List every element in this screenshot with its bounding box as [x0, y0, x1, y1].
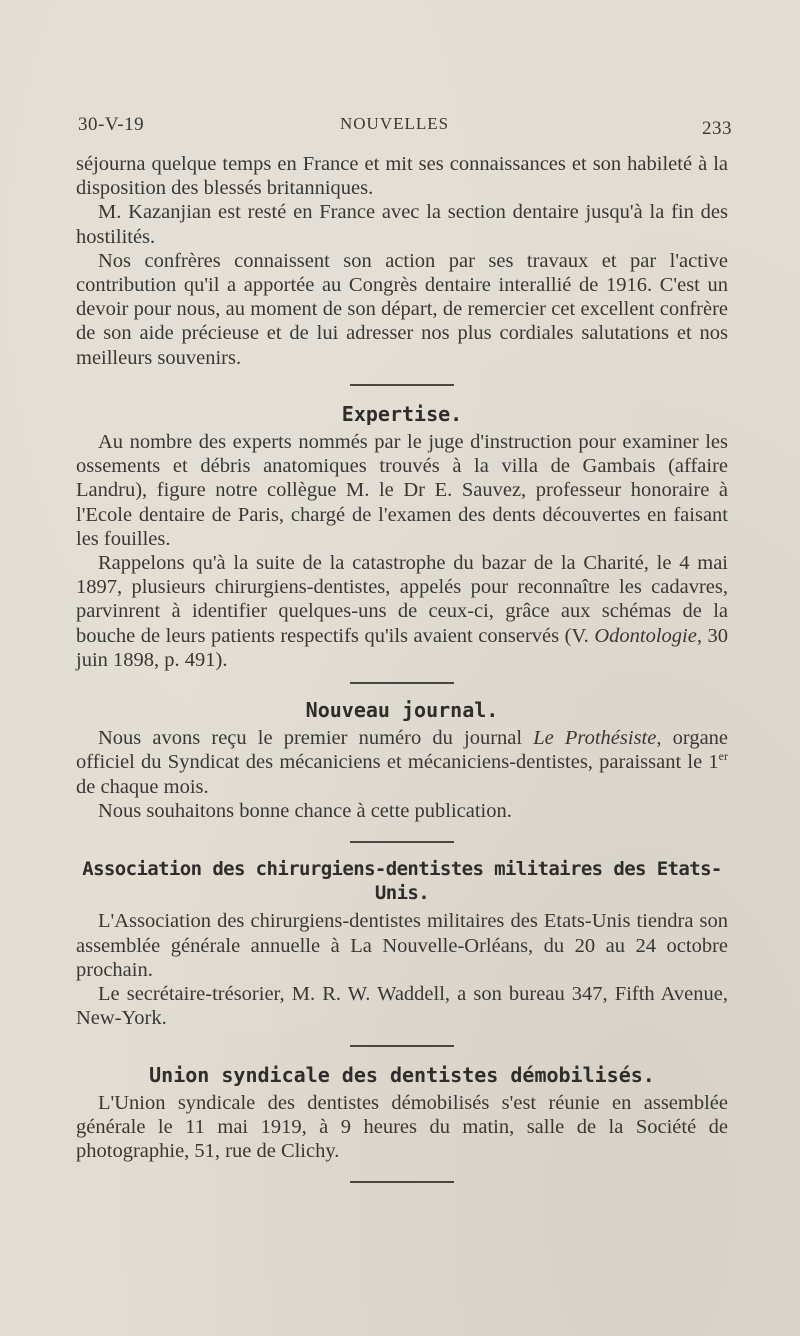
section-divider	[350, 841, 454, 843]
running-header	[78, 114, 732, 142]
association-heading: Association des chirurgiens-dentistes militaires des Etats-Unis.	[82, 858, 722, 905]
expertise-paragraph-1: Au nombre des experts nommés par le juge d'instruction pour examiner les ossements et débris anatomiques trouvés à la villa de Gambais (affaire Landru), figure notre collègue M. le Dr E. Sauvez, professeur honoraire à l'Ecole dentaire de Paris, chargé de l'examen des dents découvertes en faisant les fouilles.	[76, 431, 728, 550]
section-divider	[350, 1045, 454, 1047]
intro-paragraph-2: M. Kazanjian est resté en France avec la section dentaire jusqu'à la fin des hostilités.	[76, 201, 728, 248]
intro-paragraph-3: Nos confrères connaissent son action par ses travaux et par l'active contribution qu'il a apportée au Congrès dentaire interallié de 1916. C'est un devoir pour nous, au moment de son départ, de remercier cet excellent confrère de son aide précieuse et de lui adresser nos plus cordiales salutations et nos meilleurs souvenirs.	[76, 249, 728, 369]
section-title: NOUVELLES	[340, 114, 450, 133]
journal-citation: Odontologie	[594, 624, 697, 647]
section-divider	[350, 384, 454, 386]
expertise-paragraph-2: Rappelons qu'à la suite de la catastrophe du bazar de la Charité, le 4 mai 1897, plusieurs chirurgiens-dentistes, appelés pour reconnaître les cadavres, parvinrent à identifier quelques-uns de ceux-ci, grâce aux schémas de la bouche de leurs patients respectifs qu'ils avaient conservés (V. Odontologie, 30 juin 1898, p. 491).	[76, 552, 728, 671]
intro-paragraph-1: séjourna quelque temps en France et mit ses connaissances et son habileté à la disposition des blessés britanniques.	[76, 153, 728, 200]
issue-date: 30-V-19	[78, 114, 145, 135]
expertise-heading: Expertise.	[341, 401, 463, 426]
association-paragraph-2: Le secrétaire-trésorier, M. R. W. Waddell, a son bureau 347, Fifth Avenue, New-York.	[76, 983, 728, 1030]
section-divider	[350, 682, 454, 684]
journal-paragraph-1: Nous avons reçu le premier numéro du journal Le Prothésiste, organe officiel du Syndicat des mécaniciens et mécaniciens-dentistes, paraissant le 1er de chaque mois.	[76, 727, 729, 798]
association-paragraph-1: L'Association des chirurgiens-dentistes militaires des Etats-Unis tiendra son assemblée générale annuelle à La Nouvelle-Orléans, du 20 au 24 octobre prochain.	[76, 910, 728, 981]
section-divider	[350, 1181, 454, 1183]
journal-title: Le Prothésiste	[533, 727, 657, 750]
nouveau-journal-heading: Nouveau journal.	[305, 698, 499, 723]
page-body	[76, 152, 728, 1183]
union-paragraph-1: L'Union syndicale des dentistes démobilisés s'est réunie en assemblée générale le 11 mai 1919, à 9 heures du matin, salle de la Société de photographie, 51, rue de Clichy.	[76, 1091, 728, 1163]
page-number: 233	[702, 118, 732, 139]
journal-paragraph-2: Nous souhaitons bonne chance à cette publication.	[98, 799, 512, 822]
union-heading: Union syndicale des dentistes démobilisés.	[149, 1062, 655, 1087]
